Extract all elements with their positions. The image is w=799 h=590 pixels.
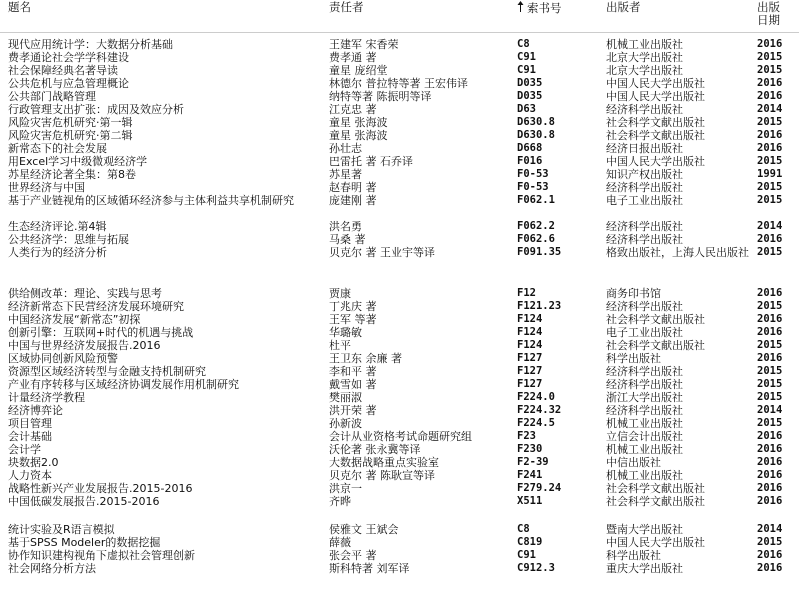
table-row[interactable] (0, 469, 799, 482)
publisher: 电子工业出版社 (606, 194, 683, 207)
publication-year: 2015 (757, 536, 783, 548)
publication-year: 2015 (757, 181, 783, 193)
call-number: F224.5 (517, 417, 555, 429)
result-group (0, 287, 799, 508)
book-title[interactable]: 基于SPSS Modeler的数据挖掘 (8, 536, 161, 549)
book-author: 侯雅文 王斌会 (329, 523, 399, 536)
book-title[interactable]: 块数据2.0 (8, 456, 59, 469)
table-row[interactable] (0, 77, 799, 90)
publication-year: 2016 (757, 549, 783, 561)
publisher: 浙江大学出版社 (606, 391, 683, 404)
book-title[interactable]: 苏星经济论著全集：第8卷 (8, 168, 136, 181)
publisher: 经济科学出版社 (606, 220, 683, 233)
publisher: 经济科学出版社 (606, 300, 683, 313)
call-number: F091.35 (517, 246, 562, 258)
table-row[interactable] (0, 246, 799, 272)
publisher: 北京大学出版社 (606, 51, 683, 64)
call-number: F12 (517, 287, 536, 299)
book-title[interactable]: 世界经济与中国 (8, 181, 85, 194)
table-row[interactable] (0, 352, 799, 365)
publication-year: 2015 (757, 300, 783, 312)
call-number: C91 (517, 51, 536, 63)
publication-year: 2016 (757, 129, 783, 141)
book-title[interactable]: 战略性新兴产业发展报告.2015-2016 (8, 482, 193, 495)
book-title[interactable]: 风险灾害危机研究·第二辑 (8, 129, 133, 142)
book-title[interactable]: 新常态下的社会发展 (8, 142, 107, 155)
publication-year: 2016 (757, 456, 783, 468)
call-number: F124 (517, 313, 543, 325)
column-header-year[interactable]: 出版日期 (757, 0, 780, 27)
table-row[interactable] (0, 365, 799, 378)
column-header-call-number[interactable] (517, 1, 562, 15)
publisher: 机械工业出版社 (606, 38, 683, 51)
publisher: 经济科学出版社 (606, 181, 683, 194)
table-row[interactable] (0, 339, 799, 352)
publisher: 经济科学出版社 (606, 404, 683, 417)
book-author: 苏星著 (329, 168, 362, 181)
table-row[interactable] (0, 155, 799, 168)
call-number: D63 (517, 103, 536, 115)
table-row[interactable] (0, 103, 799, 116)
publisher: 暨南大学出版社 (606, 523, 683, 536)
table-row[interactable] (0, 287, 799, 300)
publisher: 社会科学文献出版社 (606, 116, 705, 129)
table-row[interactable] (0, 326, 799, 339)
call-number: F224.32 (517, 404, 562, 416)
publisher: 科学出版社 (606, 549, 661, 562)
call-number: F279.24 (517, 482, 562, 494)
publication-year: 2016 (757, 233, 783, 245)
book-title[interactable]: 创新引擎：互联网+时代的机遇与挑战 (8, 326, 194, 339)
result-group (0, 523, 799, 575)
publication-year: 2016 (757, 482, 783, 494)
table-row[interactable] (0, 562, 799, 575)
publication-year: 2016 (757, 495, 783, 507)
book-author: 齐晔 (329, 495, 351, 508)
book-author: 孙壮志 (329, 142, 362, 155)
table-row[interactable] (0, 300, 799, 313)
book-author: 洪开荣 著 (329, 404, 377, 417)
table-row[interactable] (0, 417, 799, 430)
publication-year: 2016 (757, 562, 783, 574)
publisher: 北京大学出版社 (606, 64, 683, 77)
table-row[interactable] (0, 116, 799, 129)
table-row[interactable] (0, 378, 799, 391)
table-row[interactable] (0, 495, 799, 508)
table-row[interactable] (0, 51, 799, 64)
publication-year: 2015 (757, 365, 783, 377)
publication-year: 2014 (757, 523, 783, 535)
table-header (0, 0, 799, 33)
table-row[interactable] (0, 482, 799, 495)
call-number: X511 (517, 495, 543, 507)
book-title[interactable]: 人力资本 (8, 469, 52, 482)
call-number: F224.0 (517, 391, 555, 403)
column-header-call-label: 索书号 (527, 1, 562, 15)
publication-year: 2015 (757, 417, 783, 429)
book-author: 洪名勇 (329, 220, 362, 233)
publisher: 中国人民大学出版社 (606, 90, 705, 103)
book-author: 张会平 著 (329, 549, 377, 562)
table-row[interactable] (0, 168, 799, 181)
publisher: 社会科学文献出版社 (606, 129, 705, 142)
publication-year: 2015 (757, 378, 783, 390)
table-row[interactable] (0, 181, 799, 194)
book-author: 林德尔 普拉特等著 王宏伟译 (329, 77, 468, 90)
table-row[interactable] (0, 142, 799, 155)
call-number: C819 (517, 536, 543, 548)
call-number: F016 (517, 155, 543, 167)
book-title[interactable]: 供给侧改革：理论、实践与思考 (8, 287, 162, 300)
publisher: 机械工业出版社 (606, 469, 683, 482)
book-title[interactable]: 协作知识建构视角下虚拟社会管理创新 (8, 549, 195, 562)
table-row[interactable] (0, 404, 799, 417)
call-number: F230 (517, 443, 543, 455)
publication-year: 2014 (757, 103, 783, 115)
book-title[interactable]: 经济博弈论 (8, 404, 63, 417)
call-number: D630.8 (517, 116, 555, 128)
book-title[interactable]: 中国经济发展“新常态”初探 (8, 313, 141, 326)
table-row[interactable] (0, 549, 799, 562)
book-author: 巴雷托 著 石乔译 (329, 155, 413, 168)
publisher: 中国人民大学出版社 (606, 155, 705, 168)
table-row[interactable] (0, 90, 799, 103)
call-number: F121.23 (517, 300, 562, 312)
table-row[interactable] (0, 220, 799, 233)
book-title[interactable]: 人类行为的经济分析 (8, 246, 107, 259)
table-row[interactable] (0, 64, 799, 77)
call-number: D035 (517, 90, 543, 102)
publication-year: 2016 (757, 430, 783, 442)
book-title[interactable]: 用Excel学习中级微观经济学 (8, 155, 148, 168)
book-author: 王卫东 余廉 著 (329, 352, 402, 365)
book-title[interactable]: 中国低碳发展报告.2015-2016 (8, 495, 160, 508)
book-author: 王建军 宋香荣 (329, 38, 399, 51)
book-title[interactable]: 风险灾害危机研究·第一辑 (8, 116, 133, 129)
book-title[interactable]: 统计实验及R语言模拟 (8, 523, 115, 536)
publication-year: 2016 (757, 313, 783, 325)
table-row[interactable] (0, 536, 799, 549)
book-author: 纳特等著 陈振明等译 (329, 90, 432, 103)
publication-year: 2015 (757, 339, 783, 351)
table-row[interactable] (0, 129, 799, 142)
book-author: 斯科特著 刘军译 (329, 562, 410, 575)
book-title[interactable]: 生态经济评论.第4辑 (8, 220, 107, 233)
call-number: C8 (517, 523, 530, 535)
call-number: F0-53 (517, 168, 549, 180)
publisher: 重庆大学出版社 (606, 562, 683, 575)
book-author: 王军 等著 (329, 313, 377, 326)
call-number: F23 (517, 430, 536, 442)
book-title[interactable]: 社会保障经典名著导读 (8, 64, 118, 77)
publisher: 经济日报出版社 (606, 142, 683, 155)
publisher: 机械工业出版社 (606, 417, 683, 430)
book-title[interactable]: 计量经济学教程 (8, 391, 85, 404)
book-author: 贝克尔 著 王业宇等译 (329, 246, 435, 259)
book-title[interactable]: 基于产业链视角的区域循环经济参与主体利益共享机制研究 (8, 194, 294, 207)
publication-year: 2016 (757, 352, 783, 364)
book-author: 童星 张海波 (329, 129, 388, 142)
publication-year: 2016 (757, 90, 783, 102)
book-title[interactable]: 现代应用统计学：大数据分析基础 (8, 38, 173, 51)
publication-year: 2015 (757, 391, 783, 403)
book-title[interactable]: 会计基础 (8, 430, 52, 443)
book-author: 贾康 (329, 287, 351, 300)
book-title[interactable]: 项目管理 (8, 417, 52, 430)
publisher: 社会科学文献出版社 (606, 313, 705, 326)
book-author: 会计从业资格考试命题研究组 (329, 430, 472, 443)
column-header-author[interactable]: 责任者 (329, 0, 364, 14)
book-author: 沃伦著 张永冀等译 (329, 443, 421, 456)
publication-year: 2015 (757, 246, 783, 258)
publisher: 经济科学出版社 (606, 365, 683, 378)
book-title[interactable]: 区域协同创新风险预警 (8, 352, 118, 365)
table-row[interactable] (0, 443, 799, 456)
publication-year: 2015 (757, 116, 783, 128)
book-author: 庞建刚 著 (329, 194, 377, 207)
book-author: 樊丽淑 (329, 391, 362, 404)
table-row[interactable] (0, 391, 799, 404)
publisher: 知识产权出版社 (606, 168, 683, 181)
table-row[interactable] (0, 38, 799, 51)
publication-year: 2016 (757, 142, 783, 154)
column-header-publisher[interactable]: 出版者 (606, 0, 641, 14)
book-author: 李和平 著 (329, 365, 377, 378)
table-row[interactable] (0, 313, 799, 326)
book-title[interactable]: 公共经济学：思维与拓展 (8, 233, 129, 246)
call-number: F062.2 (517, 220, 555, 232)
publisher: 中信出版社 (606, 456, 661, 469)
call-number: D035 (517, 77, 543, 89)
publication-year: 2016 (757, 77, 783, 89)
publication-year: 1991 (757, 168, 783, 180)
book-author: 费孝通 著 (329, 51, 377, 64)
call-number: F0-53 (517, 181, 549, 193)
call-number: F127 (517, 352, 543, 364)
book-author: 丁兆庆 著 (329, 300, 377, 313)
publisher: 科学出版社 (606, 352, 661, 365)
call-number: C91 (517, 549, 536, 561)
book-title[interactable]: 产业有序转移与区域经济协调发展作用机制研究 (8, 378, 239, 391)
call-number: F127 (517, 365, 543, 377)
call-number: F062.6 (517, 233, 555, 245)
book-author: 华璐敏 (329, 326, 362, 339)
publication-year: 2016 (757, 38, 783, 50)
call-number: F124 (517, 326, 543, 338)
book-author: 戴雪如 著 (329, 378, 377, 391)
call-number: C91 (517, 64, 536, 76)
publisher: 社会科学文献出版社 (606, 495, 705, 508)
publisher: 机械工业出版社 (606, 443, 683, 456)
publisher: 商务印书馆 (606, 287, 661, 300)
book-title[interactable]: 行政管理支出扩张：成因及效应分析 (8, 103, 184, 116)
publisher: 电子工业出版社 (606, 326, 683, 339)
publication-year: 2016 (757, 326, 783, 338)
book-title[interactable]: 费孝通论社会学学科建设 (8, 51, 129, 64)
call-number: F2-39 (517, 456, 549, 468)
publication-year: 2016 (757, 469, 783, 481)
book-author: 赵春明 著 (329, 181, 377, 194)
book-title[interactable]: 会计学 (8, 443, 41, 456)
book-title[interactable]: 资源型区域经济转型与金融支持机制研究 (8, 365, 206, 378)
book-author: 大数据战略重点实验室 (329, 456, 439, 469)
call-number: D668 (517, 142, 543, 154)
table-row[interactable] (0, 430, 799, 443)
publication-year: 2016 (757, 443, 783, 455)
call-number: C912.3 (517, 562, 555, 574)
book-author: 江克忠 著 (329, 103, 377, 116)
book-author: 孙新波 (329, 417, 362, 430)
book-author: 马桑 著 (329, 233, 366, 246)
publisher: 立信会计出版社 (606, 430, 683, 443)
publication-year: 2015 (757, 51, 783, 63)
sort-ascending-icon[interactable] (517, 1, 524, 15)
publisher: 社会科学文献出版社 (606, 482, 705, 495)
publication-year: 2014 (757, 404, 783, 416)
book-title[interactable]: 中国与世界经济发展报告.2016 (8, 339, 161, 352)
book-title[interactable]: 公共危机与应急管理概论 (8, 77, 129, 90)
table-row[interactable] (0, 523, 799, 536)
call-number: F124 (517, 339, 543, 351)
publisher: 经济科学出版社 (606, 103, 683, 116)
book-author: 薛薇 (329, 536, 351, 549)
call-number: C8 (517, 38, 530, 50)
book-title[interactable]: 公共部门战略管理 (8, 90, 96, 103)
publisher: 中国人民大学出版社 (606, 77, 705, 90)
book-author: 洪京一 (329, 482, 362, 495)
publisher: 经济科学出版社 (606, 378, 683, 391)
publisher: 中国人民大学出版社 (606, 536, 705, 549)
call-number: D630.8 (517, 129, 555, 141)
column-header-title[interactable]: 题名 (8, 0, 31, 14)
publication-year: 2016 (757, 287, 783, 299)
publisher: 社会科学文献出版社 (606, 339, 705, 352)
book-author: 杜平 (329, 339, 351, 352)
publisher: 格致出版社，上海人民出版社 (606, 246, 749, 259)
book-title[interactable]: 社会网络分析方法 (8, 562, 96, 575)
table-row[interactable] (0, 456, 799, 469)
table-row[interactable] (0, 194, 799, 220)
call-number: F062.1 (517, 194, 555, 206)
publication-year: 2015 (757, 194, 783, 206)
book-author: 童星 张海波 (329, 116, 388, 129)
book-author: 童星 庞绍堂 (329, 64, 388, 77)
table-row[interactable] (0, 233, 799, 246)
publication-year: 2015 (757, 64, 783, 76)
publication-year: 2015 (757, 155, 783, 167)
publisher: 经济科学出版社 (606, 233, 683, 246)
book-title[interactable]: 经济新常态下民营经济发展环境研究 (8, 300, 184, 313)
results-list (0, 38, 799, 590)
book-author: 贝克尔 著 陈耿宣等译 (329, 469, 435, 482)
call-number: F241 (517, 469, 543, 481)
result-group (0, 38, 799, 272)
call-number: F127 (517, 378, 543, 390)
publication-year: 2014 (757, 220, 783, 232)
